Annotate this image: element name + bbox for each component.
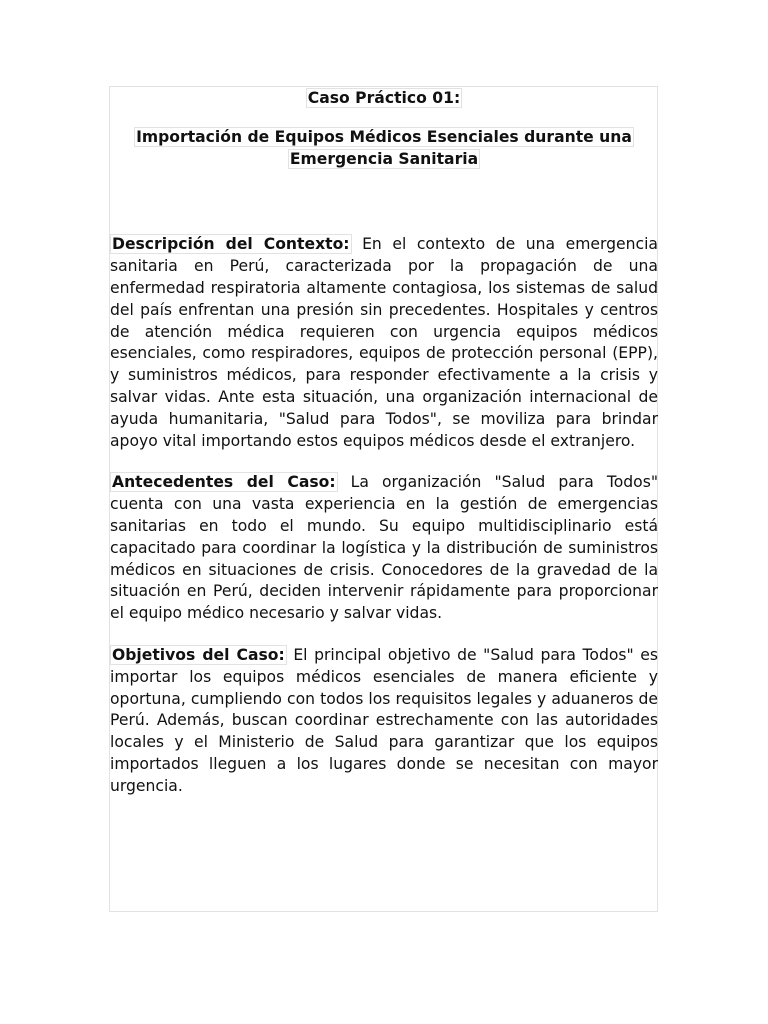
section-objectives-text: El principal objetivo de "Salud para Todos" es importar los equipos médicos esenciales de manera eficiente y oportuna, cumpliendo con todos los requisitos legales y aduaneros de Perú. Además, buscan coordinar estrechamente con las autoridades locales y el Ministerio de Salud para garantizar que los equipos importados lleguen a los lugares donde se necesitan con mayor urgencia.	[110, 645, 658, 795]
section-objectives-lead: Objetivos del Caso:	[112, 645, 285, 664]
section-context-text: En el contexto de una emergencia sanitaria en Perú, caracterizada por la propagación de una enfermedad respiratoria altamente contagiosa, los sistemas de salud del país enfrentan una presión sin precedentes. Hospitales y centros de atención médica requieren con urgencia equipos médicos esenciales, como respiradores, equipos de protección personal (EPP), y suministros médicos, para responder efectivamente a la crisis y salvar vidas. Ante esta situación, una organización internacional de ayuda humanitaria, "Salud para Todos", se moviliza para brindar apoyo vital importando estos equipos médicos desde el extranjero.	[110, 235, 658, 450]
section-context	[110, 234, 658, 452]
case-label-text: Caso Práctico 01:	[307, 89, 461, 107]
section-context-lead: Descripción del Contexto:	[112, 235, 350, 254]
section-background-lead: Antecedentes del Caso:	[112, 473, 336, 492]
document-body	[110, 88, 658, 798]
section-background-text: La organización "Salud para Todos" cuenta con una vasta experiencia en la gestión de emergencias sanitarias en todo el mundo. Su equipo multidisciplinario está capacitado para coordinar la logística y la distribución de suministros médicos en situaciones de crisis. Conocedores de la gravedad de la situación en Perú, deciden intervenir rápidamente para proporcionar el equipo médico necesario y salvar vidas.	[110, 473, 658, 623]
section-objectives	[110, 645, 658, 798]
case-heading	[110, 127, 658, 171]
case-heading-line1: Importación de Equipos Médicos Esenciales durante una	[136, 127, 632, 146]
case-heading-line2: Emergencia Sanitaria	[289, 149, 479, 168]
case-label	[110, 88, 658, 110]
section-background	[110, 472, 658, 625]
